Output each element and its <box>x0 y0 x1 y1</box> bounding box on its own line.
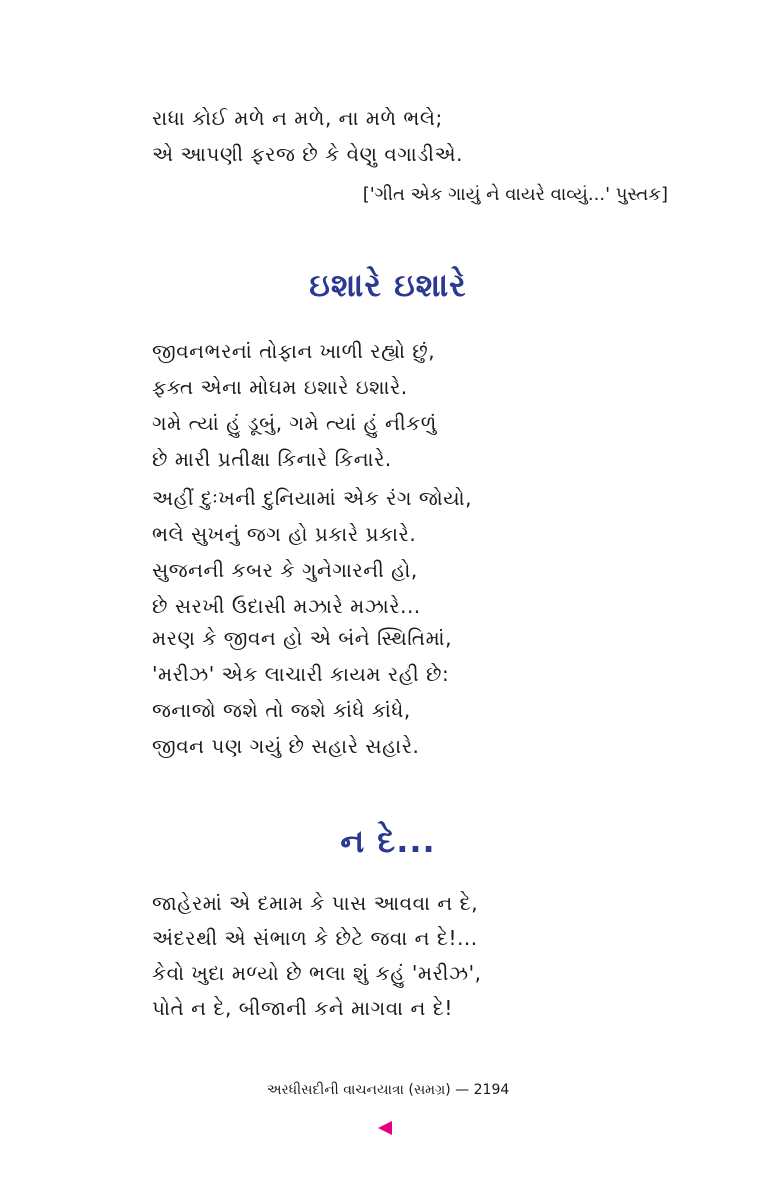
verse-line: કેવો ખુદા મળ્યો છે ભલા શું કહું 'મરીઝ', <box>152 961 482 985</box>
verse-line: છે સરખી ઉદાસી મઝારે મઝારે... <box>152 594 421 618</box>
back-arrow-icon[interactable] <box>378 1121 392 1135</box>
verse-line: ગમે ત્યાં હું ડૂબું, ગમે ત્યાં હું નીકળું <box>152 411 437 435</box>
poem-stanza <box>152 886 712 1026</box>
verse-line: અંદરથી એ સંભાળ કે છેટે જવા ન દે!... <box>152 926 478 950</box>
verse-line: સુજનની કબર કે ગુનેગારની હો, <box>152 558 418 582</box>
verse-line: 'મરીઝ' એક લાચારી કાયમ રહી છે: <box>152 662 450 686</box>
verse-line: મરણ કે જીવન હો એ બંને સ્થિતિમાં, <box>152 626 452 650</box>
verse-line: એ આપણી ફરજ છે કે વેણુ વગાડીએ. <box>152 142 463 166</box>
source-citation: ['ગીત એક ગાયું ને વાયરે વાવ્યું...' પુસ્તક] <box>362 184 668 205</box>
verse-line: જીવન પણ ગયું છે સહારે સહારે. <box>152 734 420 758</box>
verse-line: રાધા કોઈ મળે ન મળે, ના મળે ભલે; <box>152 106 443 130</box>
verse-line: જાહેરમાં એ દમામ કે પાસ આવવા ન દે, <box>152 891 479 915</box>
verse-line: જનાજો જશે તો જશે કાંધે કાંધે, <box>152 698 411 722</box>
poem-title: ઇશારે ઇશારે <box>309 266 467 304</box>
intro-couplet <box>152 100 712 172</box>
page-footer: અરધીસદીની વાચનયાત્રા (સમગ્ર) — 2194 <box>266 1082 510 1098</box>
verse-line: પોતે ન દે, બીજાની કને માગવા ન દે! <box>152 996 453 1020</box>
poem-stanza <box>152 480 712 624</box>
verse-line: ભલે સુખનું જગ હો પ્રકારે પ્રકારે. <box>152 522 417 546</box>
verse-line: ફક્ત એના મોઘમ ઇશારે ઇશારે. <box>152 375 408 399</box>
poem-stanza <box>152 333 712 477</box>
poem-stanza <box>152 620 712 764</box>
verse-line: અહીં દુઃખની દુનિયામાં એક રંગ જોયો, <box>152 486 473 510</box>
verse-line: જીવનભરનાં તોફાન ખાળી રહ્યો છું, <box>152 339 436 363</box>
verse-line: છે મારી પ્રતીક્ષા કિનારે કિનારે. <box>152 447 392 471</box>
poem-title: ન દે... <box>340 822 436 860</box>
